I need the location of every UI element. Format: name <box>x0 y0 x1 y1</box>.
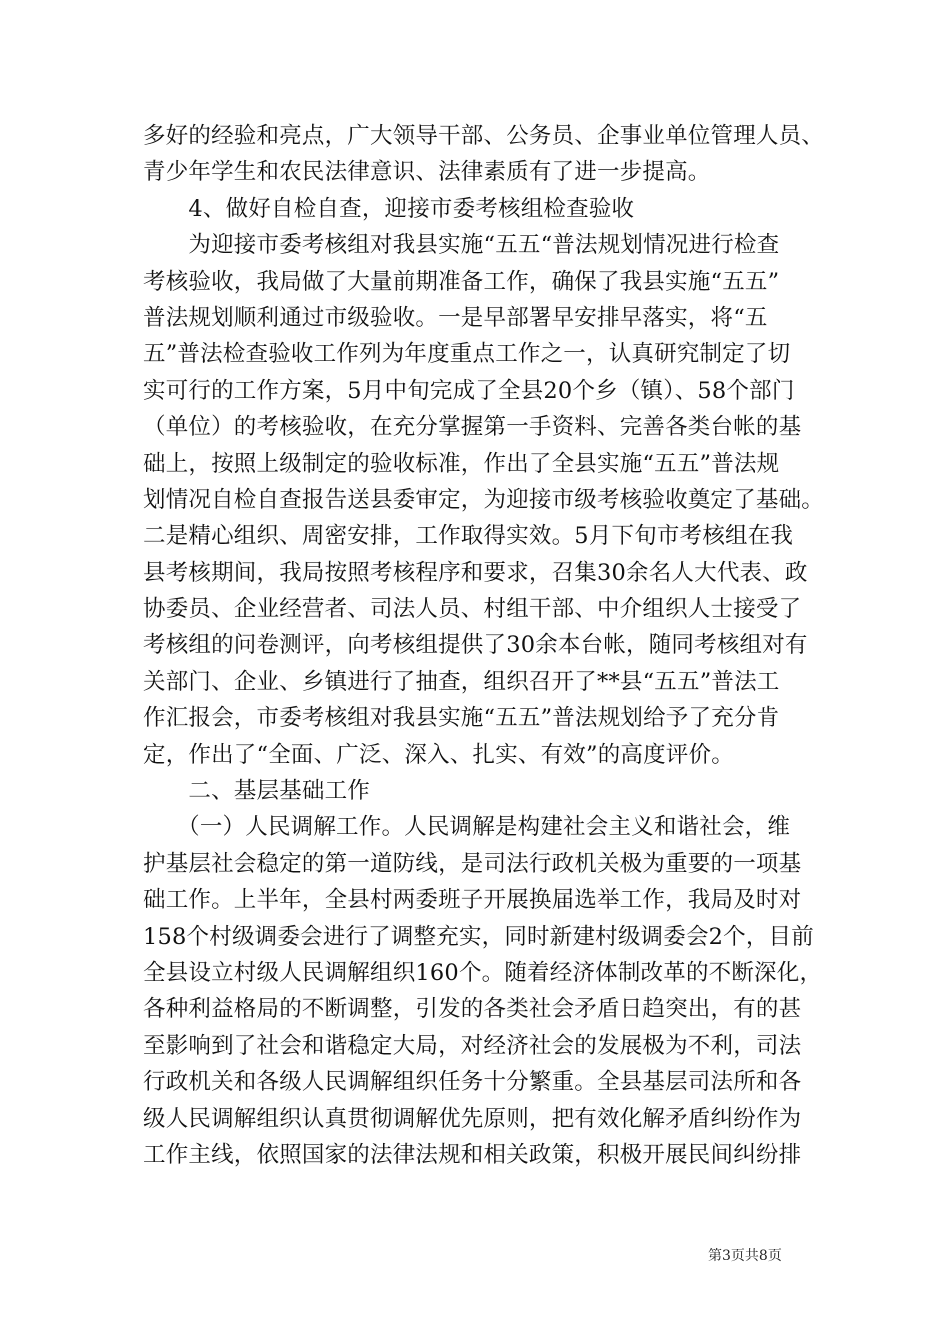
section-heading: 二、基层基础工作 <box>143 778 371 805</box>
text-line: （一）人民调解工作。人民调解是构建社会主义和谐社会，维 <box>143 814 791 841</box>
text-line: 158个村级调委会进行了调整充实，同时新建村级调委会2个，目前 <box>143 923 814 950</box>
text-line: 全县设立村级人民调解组织160个。随着经济体制改革的不断深化， <box>143 959 823 986</box>
section-heading: 4、做好自检自查，迎接市委考核组检查验收 <box>143 195 635 222</box>
text-line: 为迎接市委考核组对我县实施“五五“普法规划情况进行检查 <box>143 232 780 259</box>
text-line: 五”普法检查验收工作列为年度重点工作之一，认真研究制定了切 <box>143 341 791 368</box>
text-line: 关部门、企业、乡镇进行了抽查，组织召开了**县“五五”普法工 <box>143 668 780 695</box>
text-line: 级人民调解组织认真贯彻调解优先原则，把有效化解矛盾纠纷作为 <box>143 1105 802 1132</box>
page-number: 第3页共8页 <box>708 1248 782 1264</box>
text-line: 划情况自检自查报告送县委审定，为迎接市级考核验收奠定了基础。 <box>143 486 825 513</box>
text-line: 行政机关和各级人民调解组织任务十分繁重。全县基层司法所和各 <box>143 1069 802 1096</box>
text-line: 工作主线，依照国家的法律法规和相关政策，积极开展民间纠纷排 <box>143 1141 802 1168</box>
text-line: （单位）的考核验收，在充分掌握第一手资料、完善各类台帐的基 <box>143 414 802 441</box>
text-line: 多好的经验和亮点，广大领导干部、公务员、企事业单位管理人员、 <box>143 123 825 149</box>
text-line: 考核组的问卷测评，向考核组提供了30余本台帐，随同考核组对有 <box>143 632 808 659</box>
text-line: 作汇报会，市委考核组对我县实施“五五”普法规划给予了充分肯 <box>143 705 780 732</box>
text-line: 实可行的工作方案，5月中旬完成了全县20个乡（镇）、58个部门 <box>143 377 795 404</box>
text-line: 青少年学生和农民法律意识、法律素质有了进一步提高。 <box>143 159 711 186</box>
text-line: 二是精心组织、周密安排，工作取得实效。5月下旬市考核组在我 <box>143 523 794 550</box>
text-line: 各种利益格局的不断调整，引发的各类社会矛盾日趋突出，有的甚 <box>143 996 802 1023</box>
text-line: 护基层社会稳定的第一道防线，是司法行政机关极为重要的一项基 <box>143 850 802 877</box>
text-line: 础工作。上半年，全县村两委班子开展换届选举工作，我局及时对 <box>143 887 802 914</box>
text-line: 础上，按照上级制定的验收标准，作出了全县实施“五五”普法规 <box>143 450 780 477</box>
text-line: 考核验收，我局做了大量前期准备工作，确保了我县实施“五五” <box>143 268 780 295</box>
text-line: 至影响到了社会和谐稳定大局，对经济社会的发展极为不利，司法 <box>143 1032 802 1059</box>
text-line: 县考核期间，我局按照考核程序和要求，召集30余名人大代表、政 <box>143 559 808 586</box>
text-line: 协委员、企业经营者、司法人员、村组干部、中介组织人士接受了 <box>143 596 802 623</box>
text-line: 普法规划顺利通过市级验收。一是早部署早安排早落实，将“五 <box>143 304 768 331</box>
document-body <box>143 118 826 1173</box>
text-line: 定，作出了“全面、广泛、深入、扎实、有效”的高度评价。 <box>143 741 734 768</box>
